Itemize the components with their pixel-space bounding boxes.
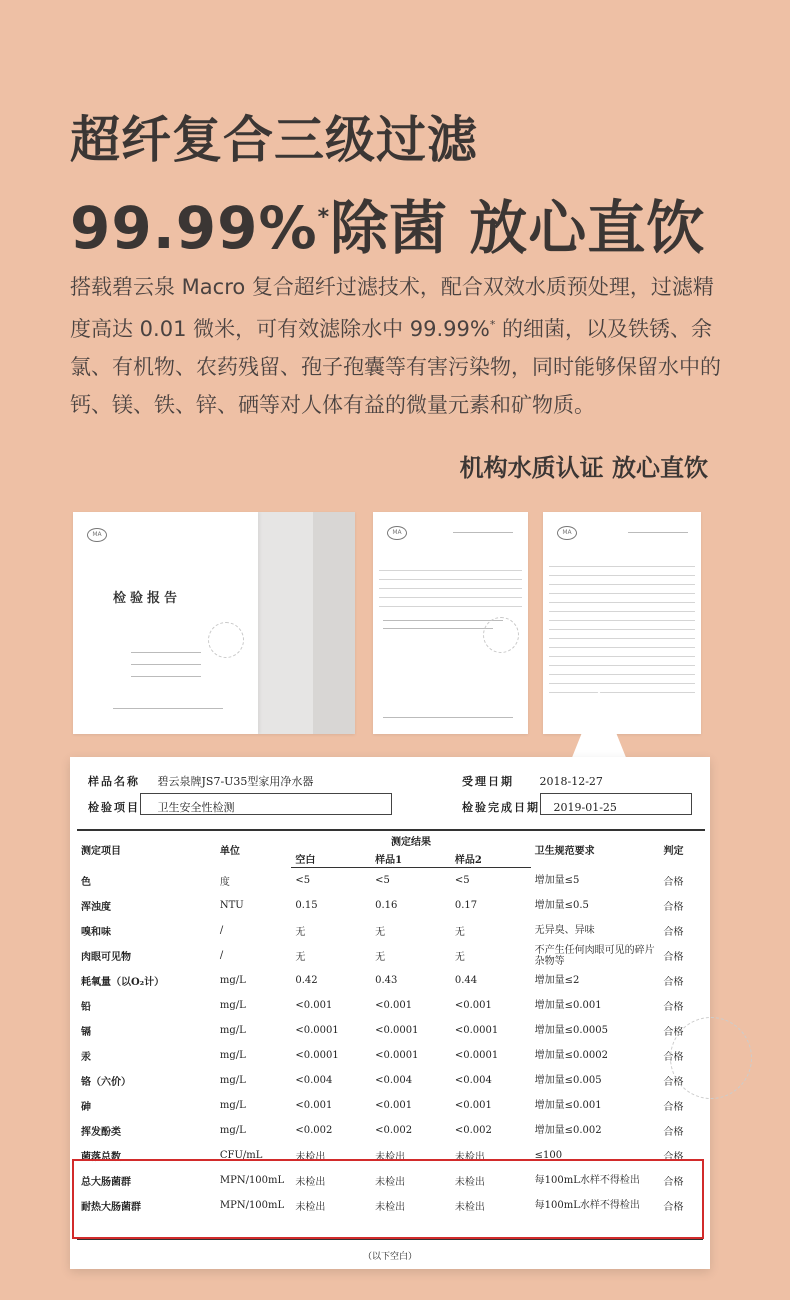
cell-s1: <0.0001 <box>375 1050 419 1061</box>
cell-item: 肉眼可见物 <box>81 952 131 963</box>
text-line <box>383 620 503 621</box>
report-cover-thumbnail <box>73 512 355 734</box>
cell-std: 增加量≤0.001 <box>534 1000 602 1011</box>
cell-item: 耗氧量（以O₂计） <box>81 977 165 988</box>
cell-std: 增加量≤5 <box>534 874 580 886</box>
cell-s1: <0.002 <box>375 1125 413 1136</box>
cell-blank: 未检出 <box>295 1202 326 1213</box>
cell-blank: 0.15 <box>295 900 318 911</box>
accept-date-row <box>462 773 603 789</box>
cell-verdict: 合格 <box>663 1202 684 1213</box>
col-sample2: 样品2 <box>451 849 531 868</box>
accept-date-label: 受理日期 <box>462 775 514 788</box>
cell-blank: 无 <box>295 927 306 938</box>
cell-s2: 无 <box>454 952 465 963</box>
col-verdict: 判定 <box>660 830 705 868</box>
cell-std: 增加量≤0.5 <box>534 900 589 911</box>
cell-item: 镉 <box>81 1027 91 1038</box>
col-sample1: 样品1 <box>371 849 451 868</box>
table-row <box>77 968 705 993</box>
cell-std: 增加量≤0.002 <box>534 1125 602 1136</box>
cell-s2: <0.002 <box>454 1125 492 1136</box>
cell-item: 菌落总数 <box>81 1152 121 1163</box>
cell-s2: 未检出 <box>454 1152 485 1163</box>
cell-std: ≤100 <box>534 1150 563 1161</box>
footer-rule <box>77 1239 703 1240</box>
cell-s1: <5 <box>375 875 390 886</box>
cell-verdict: 合格 <box>663 1027 684 1038</box>
cell-blank: 无 <box>295 952 306 963</box>
cell-item: 汞 <box>81 1052 91 1063</box>
stamp-icon <box>483 617 519 653</box>
report-page-thumbnail <box>373 512 528 734</box>
report-table-lines <box>379 562 522 607</box>
headline-asterisk: * <box>317 205 331 230</box>
cell-blank: <0.001 <box>295 1100 333 1111</box>
cell-item: 色 <box>81 876 91 888</box>
test-item-label: 检验项目 <box>88 801 140 814</box>
headline-rest: 除菌 放心直饮 <box>330 194 706 262</box>
cell-s1: 无 <box>375 927 386 938</box>
table-row <box>77 993 705 1018</box>
cover-field-line <box>131 652 201 653</box>
cell-unit: mg/L <box>219 1075 246 1086</box>
headline-line1: 超纤复合三级过滤 <box>70 111 478 169</box>
cell-verdict: 合格 <box>663 1077 684 1088</box>
cell-blank: 未检出 <box>295 1177 326 1188</box>
cell-unit: mg/L <box>219 1050 246 1061</box>
cell-s1: 未检出 <box>375 1177 406 1188</box>
table-row <box>77 1093 705 1118</box>
cell-item: 浑浊度 <box>81 902 111 913</box>
accept-date-value: 2018-12-27 <box>539 775 603 788</box>
cell-std: 无异臭、异味 <box>534 925 595 936</box>
cell-s1: 0.43 <box>375 975 398 986</box>
cell-verdict: 合格 <box>663 1052 684 1063</box>
cell-unit: mg/L <box>219 1125 246 1136</box>
stamp-icon <box>208 622 244 658</box>
cell-blank: <0.0001 <box>295 1025 339 1036</box>
table-row <box>77 893 705 918</box>
complete-date-value: 2019-01-25 <box>553 801 617 814</box>
cell-verdict: 合格 <box>663 1127 684 1138</box>
cell-item: 铬（六价） <box>81 1077 131 1088</box>
ma-logo-icon: MA <box>387 526 407 540</box>
cell-blank: 未检出 <box>295 1152 326 1163</box>
cell-std: 每100mL水样不得检出 <box>534 1175 640 1186</box>
cell-s1: <0.001 <box>375 1100 413 1111</box>
complete-date-label: 检验完成日期 <box>462 801 540 814</box>
table-row <box>77 868 705 894</box>
cell-unit: 度 <box>219 876 230 888</box>
cell-std: 增加量≤0.001 <box>534 1100 602 1111</box>
header-line <box>453 532 513 533</box>
cell-item: 挥发酚类 <box>81 1127 121 1138</box>
table-row <box>77 943 705 968</box>
cell-blank: <0.002 <box>295 1125 333 1136</box>
cell-s2: 0.44 <box>454 975 478 986</box>
cell-item: 铅 <box>81 1002 91 1013</box>
cell-s1: 0.16 <box>375 900 398 911</box>
cell-s2: 未检出 <box>454 1177 485 1188</box>
test-item-box <box>140 793 392 815</box>
cell-s2: <5 <box>454 875 470 886</box>
cell-unit: / <box>219 925 224 936</box>
cell-s2: <0.001 <box>454 1000 492 1011</box>
cell-s2: <0.0001 <box>454 1025 499 1036</box>
cell-item: 耐热大肠菌群 <box>81 1202 141 1213</box>
headline <box>70 108 750 260</box>
cell-item: 砷 <box>81 1102 91 1113</box>
cell-verdict: 合格 <box>663 1177 684 1188</box>
header-line <box>628 532 688 533</box>
sample-name-label: 样品名称 <box>88 775 140 788</box>
cell-unit: MPN/100mL <box>219 1200 285 1211</box>
cell-s1: <0.0001 <box>375 1025 419 1036</box>
headline-line2 <box>70 186 750 260</box>
cell-s1: 未检出 <box>375 1152 406 1163</box>
cell-item: 嗅和味 <box>81 927 111 938</box>
text-line <box>383 628 493 629</box>
description-part2: 的细菌，以及铁锈、余氯、有机物、农药残留、孢子孢囊等有害污染物，同时能够保留水中的钙、镁、铁、锌、硒等对人体有益的微量元素和矿物质。 <box>70 317 721 417</box>
cell-s2: 未检出 <box>454 1202 485 1213</box>
cell-verdict: 合格 <box>663 1152 684 1163</box>
cell-verdict: 合格 <box>663 952 684 963</box>
cell-std: 增加量≤0.005 <box>534 1075 602 1086</box>
sample-name-value: 碧云泉牌JS7-U35型家用净水器 <box>157 775 314 788</box>
cell-item: 总大肠菌群 <box>81 1177 131 1188</box>
cell-unit: mg/L <box>219 1000 246 1011</box>
col-result: 测定结果 <box>291 830 530 849</box>
cell-unit: mg/L <box>219 975 246 986</box>
col-standard: 卫生规范要求 <box>531 830 660 868</box>
table-row <box>77 1118 705 1143</box>
cover-title: 检验报告 <box>113 591 182 606</box>
cell-s1: 无 <box>375 952 386 963</box>
certification-subhead: 机构水质认证 放心直饮 <box>459 454 708 482</box>
cell-s1: <0.004 <box>375 1075 413 1086</box>
magnifier-pointer <box>571 690 627 760</box>
cell-s2: <0.001 <box>454 1100 492 1111</box>
cell-verdict: 合格 <box>663 977 684 988</box>
ma-logo-icon: MA <box>557 526 577 540</box>
cell-verdict: 合格 <box>663 876 684 888</box>
cell-unit: mg/L <box>219 1100 246 1111</box>
cell-verdict: 合格 <box>663 927 684 938</box>
cell-blank: <5 <box>295 875 311 886</box>
cover-issuer-line <box>113 708 223 709</box>
cell-std: 增加量≤2 <box>534 975 580 986</box>
table-row <box>77 1043 705 1068</box>
table-row <box>77 918 705 943</box>
test-item-value: 卫生安全性检测 <box>157 801 235 814</box>
description <box>70 268 722 424</box>
cell-std: 不产生任何肉眼可见的碎片杂物等 <box>534 944 655 967</box>
cell-blank: 0.42 <box>295 975 318 986</box>
cell-std: 每100mL水样不得检出 <box>534 1200 640 1211</box>
cell-verdict: 合格 <box>663 1002 684 1013</box>
table-row <box>77 1068 705 1093</box>
cell-s1: <0.001 <box>375 1000 413 1011</box>
cell-s2: 无 <box>454 927 465 938</box>
col-item: 测定项目 <box>77 830 216 868</box>
cell-s2: <0.0001 <box>454 1050 499 1061</box>
cell-unit: mg/L <box>219 1025 246 1036</box>
headline-percent: 99.99% <box>70 194 318 262</box>
description-part1: 搭载碧云泉 Macro 复合超纤过滤技术，配合双效水质预处理，过滤精度高达 0.01 微米，可有效滤除水中 99.99% <box>70 275 714 341</box>
signature-line <box>383 717 513 718</box>
seal-stamp-icon <box>670 1017 752 1099</box>
bacteria-highlight-box <box>72 1159 704 1239</box>
ma-logo-icon: MA <box>87 528 107 542</box>
description-asterisk: * <box>489 318 496 331</box>
cell-std: 增加量≤0.0005 <box>534 1025 608 1036</box>
cell-unit: MPN/100mL <box>219 1175 285 1186</box>
cell-s1: 未检出 <box>375 1202 406 1213</box>
cover-field-line <box>131 676 201 677</box>
cell-s2: 0.17 <box>454 900 478 911</box>
cell-std: 增加量≤0.0002 <box>534 1050 608 1061</box>
cell-verdict: 合格 <box>663 1102 684 1113</box>
complete-date-box <box>540 793 692 815</box>
cell-blank: <0.001 <box>295 1000 333 1011</box>
cell-unit: CFU/mL <box>219 1150 263 1161</box>
cell-unit: NTU <box>219 900 244 911</box>
col-blank: 空白 <box>291 849 371 868</box>
cell-verdict: 合格 <box>663 902 684 913</box>
cell-s2: <0.004 <box>454 1075 492 1086</box>
col-unit: 单位 <box>216 830 292 868</box>
cover-field-line <box>131 664 201 665</box>
table-row <box>77 1018 705 1043</box>
sample-name-row <box>88 773 313 789</box>
results-table-lines <box>549 558 695 693</box>
report-footer: （以下空白） <box>362 1252 417 1262</box>
cell-blank: <0.004 <box>295 1075 333 1086</box>
cell-unit: / <box>219 950 224 961</box>
cover-page-front <box>73 512 258 734</box>
cell-blank: <0.0001 <box>295 1050 339 1061</box>
